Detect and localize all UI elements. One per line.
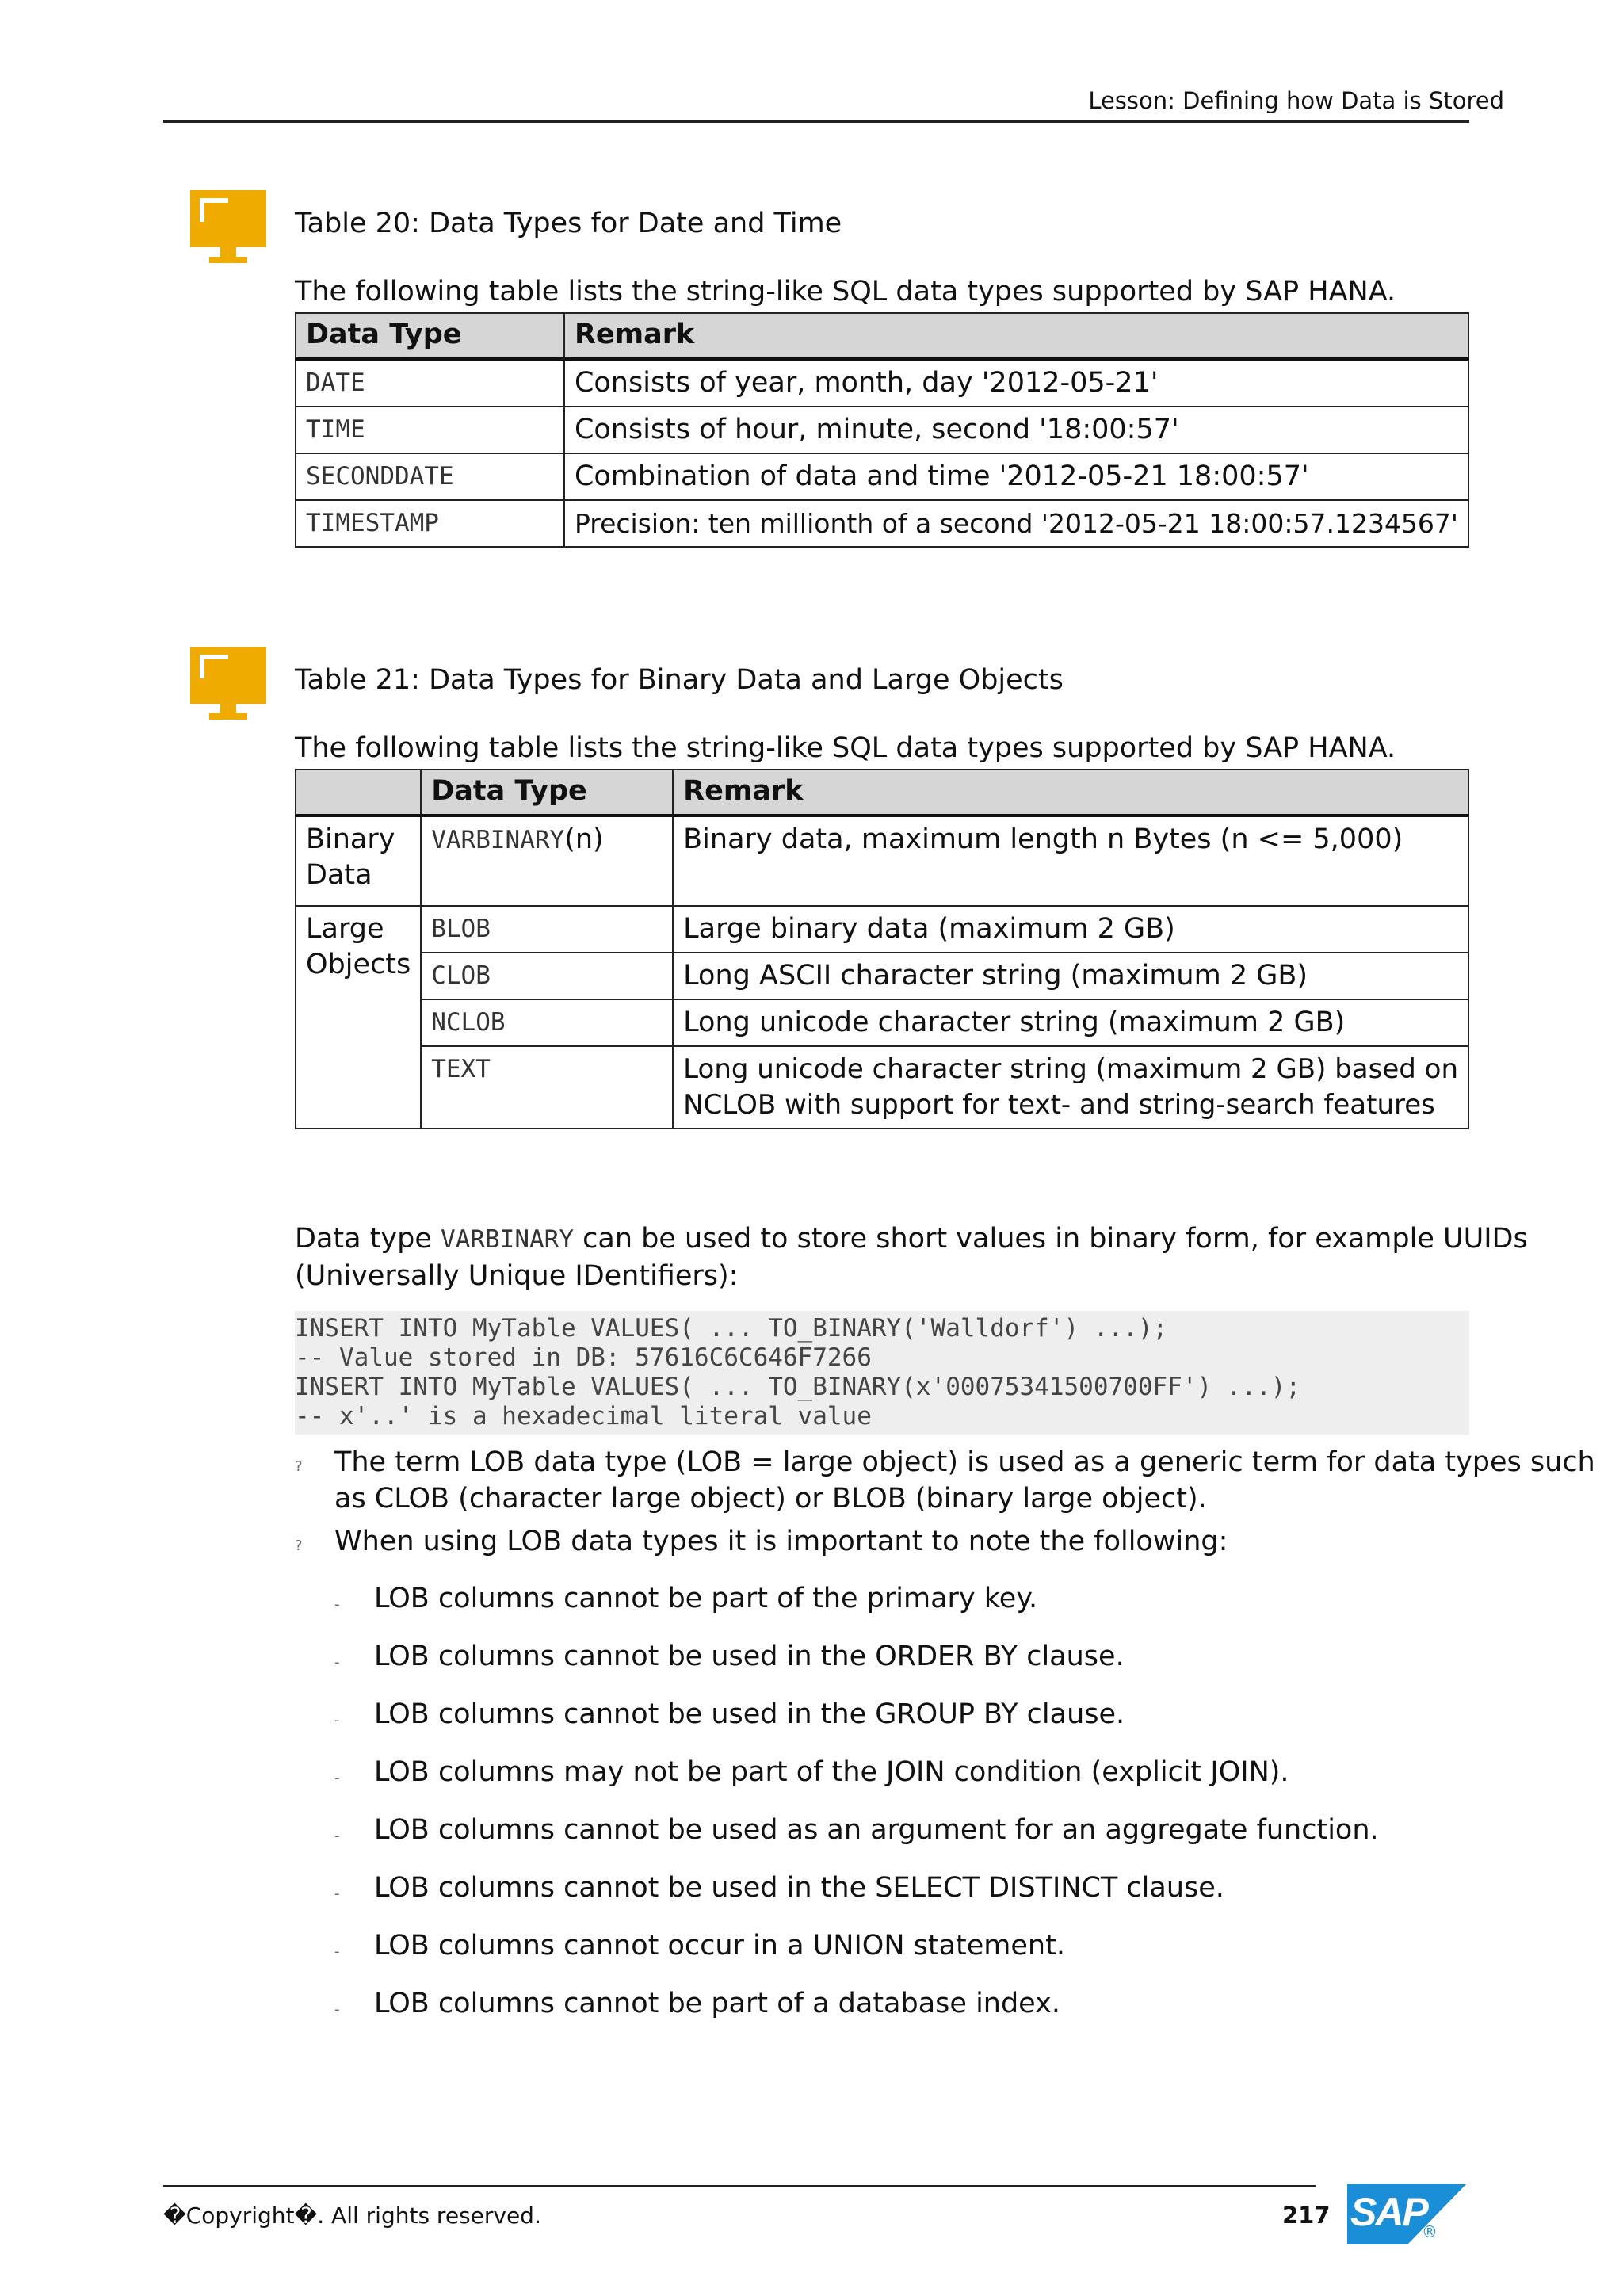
bullet-marker: ? [295, 1458, 303, 1475]
remark-cell: Combination of data and time '2012-05-21 18:00:57' [564, 453, 1468, 500]
sub-bullet-marker: - [334, 1828, 340, 1844]
remark-cell: Long ASCII character string (maximum 2 GB) [673, 953, 1468, 999]
bullet-text: as CLOB (character large object) or BLOB (binary large object). [334, 1483, 1207, 1515]
header-cell: Data Type [296, 313, 564, 359]
table-header-row [296, 770, 1468, 816]
remark-cell: Binary data, maximum length n Bytes (n <= 5,000) [673, 816, 1468, 906]
para-text: (Universally Unique IDentifiers): [295, 1260, 739, 1292]
sub-bullet-marker: - [334, 1943, 340, 1960]
sub-bullet-item: LOB columns cannot be part of a database index. [374, 1988, 1060, 2019]
data-type-cell: TEXT [421, 1046, 673, 1129]
data-type-cell: TIMESTAMP [296, 500, 564, 547]
para-text: can be used to store short values in binary form, for example UUIDs [582, 1223, 1528, 1255]
group-label: Large Objects [306, 913, 411, 980]
table21-caption: Table 21: Data Types for Binary Data and Large Objects [295, 664, 1064, 696]
table20-caption: Table 20: Data Types for Date and Time [295, 208, 842, 239]
remark-cell: Consists of hour, minute, second '18:00:57' [564, 407, 1468, 453]
code-line: INSERT INTO MyTable VALUES( ... TO_BINARY(x'00075341500700FF') ...); [295, 1373, 1301, 1401]
header-rule [163, 120, 1469, 123]
remark-cell: Long unicode character string (maximum 2 GB) [673, 999, 1468, 1046]
remark-cell: Large binary data (maximum 2 GB) [673, 906, 1468, 953]
data-type-cell: NCLOB [421, 999, 673, 1046]
varbinary-paragraph [295, 1221, 1531, 1294]
code-line: -- x'..' is a hexadecimal literal value [295, 1402, 872, 1431]
sub-bullet-item: LOB columns may not be part of the JOIN condition (explicit JOIN). [374, 1756, 1289, 1788]
table-header-row [296, 313, 1468, 359]
remark-cell: Consists of year, month, day '2012-05-21' [564, 359, 1468, 407]
table-row [296, 816, 1468, 906]
sub-bullet-item: LOB columns cannot be used in the SELECT DISTINCT clause. [374, 1872, 1224, 1904]
data-type-cell: BLOB [421, 906, 673, 953]
sub-bullet-item: LOB columns cannot be used as an argument for an aggregate function. [374, 1814, 1379, 1846]
sub-bullet-item: LOB columns cannot be part of the primary key. [374, 1583, 1038, 1614]
sub-bullet-item: LOB columns cannot be used in the ORDER BY clause. [374, 1641, 1125, 1672]
sub-bullet-marker: - [334, 1712, 340, 1729]
data-type-cell: SECONDDATE [296, 453, 564, 500]
sap-logo-text: SAP [1350, 2190, 1427, 2234]
group-label: Binary Data [306, 823, 395, 891]
remark-cell [673, 1046, 1468, 1129]
header-cell: Remark [673, 770, 1468, 816]
sub-bullet-item: LOB columns cannot be used in the GROUP BY clause. [374, 1698, 1125, 1730]
registered-mark: ® [1422, 2222, 1438, 2241]
table20-intro: The following table lists the string-like SQL data types supported by SAP HANA. [295, 276, 1396, 308]
monitor-icon [190, 190, 266, 266]
footer-rule [163, 2185, 1316, 2187]
table-row [296, 906, 1468, 953]
table-row [296, 407, 1468, 453]
header-cell: Remark [564, 313, 1468, 359]
sub-bullet-marker: - [334, 1596, 340, 1613]
remark-cell: Precision: ten millionth of a second '2012-05-21 18:00:57.1234567' [564, 500, 1468, 547]
running-header: Lesson: Defining how Data is Stored [1088, 87, 1504, 114]
code-line: -- Value stored in DB: 57616C6C646F7266 [295, 1343, 872, 1372]
table-row [296, 999, 1468, 1046]
data-type-cell [421, 816, 673, 906]
monitor-icon [190, 647, 266, 723]
table20 [295, 312, 1469, 548]
table-row [296, 1046, 1468, 1129]
bullet-text: When using LOB data types it is important to note the following: [334, 1526, 1228, 1557]
code-line: INSERT INTO MyTable VALUES( ... TO_BINARY('Walldorf') ...); [295, 1314, 1168, 1343]
page-number: 217 [1282, 2202, 1331, 2229]
header-cell: Data Type [421, 770, 673, 816]
para-text: Data type [295, 1223, 432, 1255]
bullet-text: The term LOB data type (LOB = large object) is used as a generic term for data types such [334, 1446, 1595, 1478]
remark-line: NCLOB with support for text- and string-search features [683, 1089, 1435, 1121]
data-type-name: VARBINARY [431, 826, 565, 854]
table21 [295, 769, 1469, 1129]
table-row [296, 500, 1468, 547]
sub-bullet-marker: - [334, 1770, 340, 1786]
header-cell [296, 770, 421, 816]
code-block [295, 1311, 1469, 1435]
inline-code: VARBINARY [441, 1225, 575, 1254]
data-type-cell: DATE [296, 359, 564, 407]
sub-bullet-marker: - [334, 1885, 340, 1902]
data-type-cell: CLOB [421, 953, 673, 999]
bullet-marker: ? [295, 1538, 303, 1554]
group-cell [296, 906, 421, 1129]
table21-intro: The following table lists the string-like SQL data types supported by SAP HANA. [295, 732, 1396, 764]
bullet-item [334, 1444, 1602, 1517]
sap-logo [1347, 2184, 1466, 2244]
copyright-text: �Copyright�. All rights reserved. [163, 2202, 541, 2229]
bullet-item [334, 1523, 1602, 1560]
remark-line: Long unicode character string (maximum 2 GB) based on [683, 1053, 1458, 1085]
table-row [296, 359, 1468, 407]
table-row [296, 953, 1468, 999]
sub-bullet-marker: - [334, 2001, 340, 2018]
data-type-cell: TIME [296, 407, 564, 453]
group-cell [296, 816, 421, 906]
data-type-suffix: (n) [564, 823, 604, 855]
sub-bullet-item: LOB columns cannot occur in a UNION statement. [374, 1930, 1065, 1962]
sub-bullet-marker: - [334, 1654, 340, 1671]
table-row [296, 453, 1468, 500]
